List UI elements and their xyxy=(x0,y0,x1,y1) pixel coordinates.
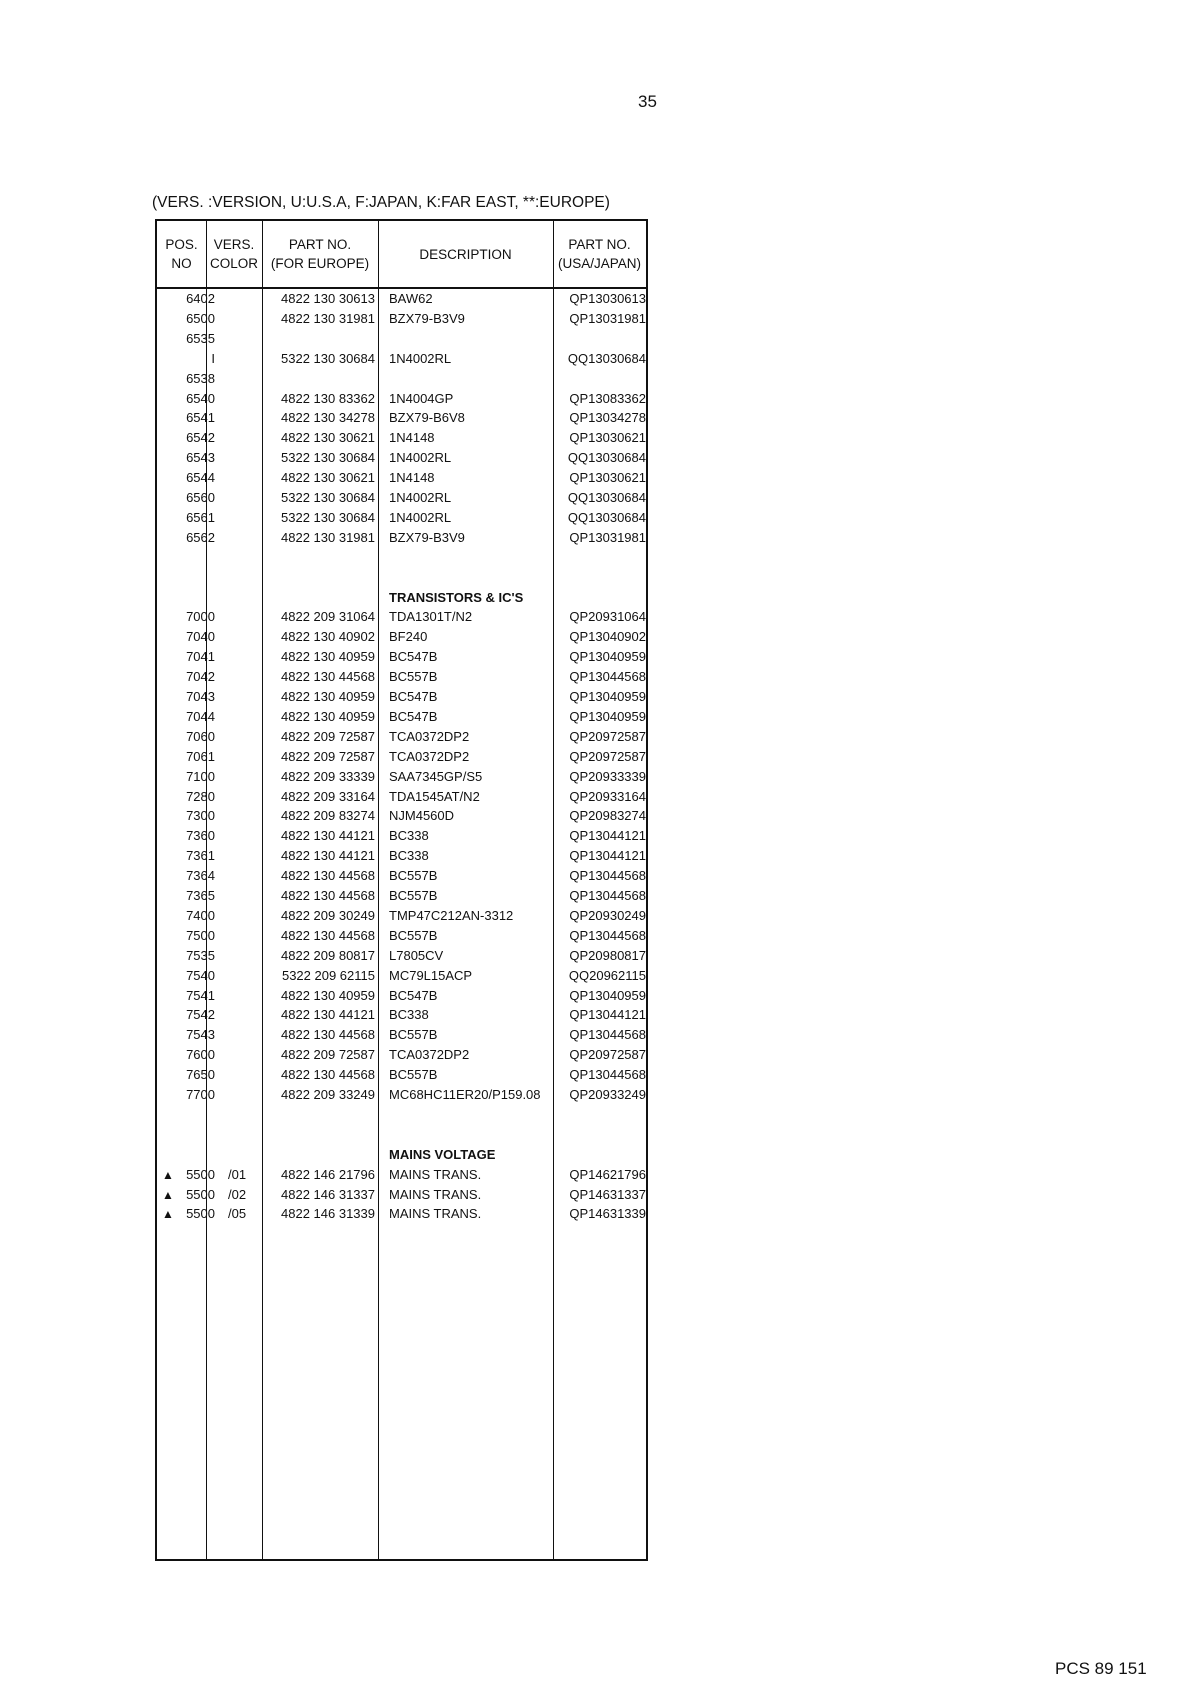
cell-pos-no: 7364 xyxy=(186,868,215,884)
cell-part-no-usa-japan: QQ13030684 xyxy=(567,509,646,525)
section-heading-row xyxy=(157,588,646,608)
cell-part-no-usa-japan: QP13040959 xyxy=(569,987,646,1003)
safety-warning-icon: ▲ xyxy=(162,1207,174,1222)
cell-part-no-europe: 4822 209 30249 xyxy=(281,907,375,923)
cell-part-no-europe: 5322 130 30684 xyxy=(281,350,375,366)
cell-part-no-usa-japan: QP20933164 xyxy=(569,788,646,804)
cell-pos-no: 7400 xyxy=(186,907,215,923)
cell-part-no-europe: 4822 130 40959 xyxy=(281,689,375,704)
header-pos-line2: NO xyxy=(171,256,192,271)
cell-part-no-europe: 4822 130 40902 xyxy=(281,629,375,645)
header-description-label: DESCRIPTION xyxy=(419,246,512,262)
cell-part-no-usa-japan: QP13044121 xyxy=(569,848,646,864)
cell-description: BC547B xyxy=(389,649,438,665)
cell-part-no-europe: 4822 130 40959 xyxy=(281,649,375,665)
cell-description: SAA7345GP/S5 xyxy=(389,768,483,784)
cell-part-no-usa-japan: QP14631337 xyxy=(569,1186,646,1202)
cell-pos-no: 7365 xyxy=(186,888,215,903)
cell-pos-no: 6535 xyxy=(186,330,215,346)
version-legend: (VERS. :VERSION, U:U.S.A, F:JAPAN, K:FAR EAST, **:EUROPE) xyxy=(152,194,610,211)
table-row xyxy=(157,667,646,687)
cell-part-no-usa-japan: QP13044121 xyxy=(569,1007,646,1023)
cell-part-no-europe: 4822 130 83362 xyxy=(281,390,375,406)
cell-description: BC338 xyxy=(389,828,429,844)
section-heading-row xyxy=(157,1145,646,1165)
cell-vers-color: /05 xyxy=(228,1206,247,1222)
cell-description: 1N4148 xyxy=(389,430,435,446)
cell-part-no-usa-japan: QP13030621 xyxy=(569,470,646,486)
table-row xyxy=(157,528,646,548)
parts-table xyxy=(155,219,648,1561)
cell-part-no-usa-japan: QP20983274 xyxy=(569,808,646,824)
table-row xyxy=(157,488,646,508)
cell-description: 1N4002RL xyxy=(389,450,452,466)
cell-description: BZX79-B3V9 xyxy=(389,529,465,545)
cell-part-no-europe: 4822 209 72587 xyxy=(281,1047,375,1063)
table-row xyxy=(157,906,646,926)
cell-part-no-europe: 4822 130 30613 xyxy=(281,291,375,306)
table-row xyxy=(157,369,646,389)
cell-pos-no: 7540 xyxy=(186,967,215,983)
cell-description: 1N4002RL xyxy=(389,350,452,366)
table-row xyxy=(157,886,646,906)
cell-pos-no: 7541 xyxy=(186,987,215,1003)
cell-description: 1N4002RL xyxy=(389,490,452,505)
cell-part-no-europe: 4822 130 44568 xyxy=(281,669,375,685)
cell-part-no-europe: 4822 130 44568 xyxy=(281,888,375,903)
cell-pos-no: 6560 xyxy=(186,490,215,505)
cell-part-no-usa-japan: QP20972587 xyxy=(569,728,646,744)
cell-description: MAINS TRANS. xyxy=(389,1206,482,1222)
cell-pos-no: 7044 xyxy=(186,708,215,724)
cell-description: BC557B xyxy=(389,888,438,903)
header-vers-line1: VERS. xyxy=(213,237,255,252)
cell-part-no-europe: 4822 146 31337 xyxy=(281,1186,375,1202)
cell-pos-no: 7060 xyxy=(186,728,215,744)
header-part-no-usa-japan xyxy=(553,221,646,287)
cell-vers-color: /02 xyxy=(228,1186,247,1202)
cell-part-no-usa-japan: QP20930249 xyxy=(569,907,646,923)
cell-part-no-usa-japan: QP13044568 xyxy=(569,888,646,903)
cell-part-no-usa-japan: QP13044568 xyxy=(569,1067,646,1083)
table-row xyxy=(157,468,646,488)
cell-part-no-europe: 4822 130 44121 xyxy=(281,848,375,864)
cell-description: BF240 xyxy=(389,629,428,645)
cell-part-no-europe: 5322 130 30684 xyxy=(281,490,375,505)
cell-part-no-usa-japan: QP13040902 xyxy=(569,629,646,645)
table-row xyxy=(157,1045,646,1065)
cell-description: BAW62 xyxy=(389,291,433,306)
cell-description: BC547B xyxy=(389,689,438,704)
header-part-eu-line2: (FOR EUROPE) xyxy=(270,256,370,271)
cell-part-no-europe: 4822 209 31064 xyxy=(281,609,375,625)
cell-pos-no: 7543 xyxy=(186,1027,215,1043)
table-row xyxy=(157,1204,646,1224)
cell-part-no-usa-japan: QP13030613 xyxy=(569,291,646,306)
cell-part-no-europe: 4822 209 72587 xyxy=(281,748,375,764)
cell-description: BC557B xyxy=(389,1067,438,1083)
safety-warning-icon: ▲ xyxy=(162,1187,174,1202)
cell-part-no-europe: 4822 146 31339 xyxy=(281,1206,375,1222)
cell-description: 1N4148 xyxy=(389,470,435,486)
cell-pos-no: 7535 xyxy=(186,947,215,963)
cell-part-no-usa-japan: QP20933249 xyxy=(569,1087,646,1102)
cell-pos-no: 7041 xyxy=(186,649,215,665)
cell-part-no-usa-japan: QP13044568 xyxy=(569,669,646,685)
cell-pos-no: 7043 xyxy=(186,689,215,704)
cell-part-no-usa-japan: QP20972587 xyxy=(569,748,646,764)
table-row xyxy=(157,289,646,309)
cell-pos-no: 7360 xyxy=(186,828,215,844)
cell-description: BZX79-B3V9 xyxy=(389,310,465,326)
cell-part-no-europe: 4822 130 30621 xyxy=(281,430,375,446)
cell-part-no-europe: 4822 130 40959 xyxy=(281,708,375,724)
cell-part-no-europe: 4822 146 21796 xyxy=(281,1166,375,1182)
cell-description: BC338 xyxy=(389,848,429,864)
cell-part-no-usa-japan: QP13040959 xyxy=(569,649,646,665)
cell-description: TDA1301T/N2 xyxy=(389,609,473,625)
cell-part-no-usa-japan: QP20933339 xyxy=(569,768,646,784)
cell-pos-no: 5500 xyxy=(186,1186,215,1202)
table-row xyxy=(157,448,646,468)
cell-description: MC68HC11ER20/P159.08 xyxy=(389,1087,541,1102)
cell-pos-no: 6544 xyxy=(186,470,215,486)
cell-part-no-europe: 4822 130 31981 xyxy=(281,310,375,326)
cell-pos-no: 7650 xyxy=(186,1067,215,1083)
cell-description: MAINS TRANS. xyxy=(389,1166,482,1182)
cell-description: BC557B xyxy=(389,669,438,685)
table-row xyxy=(157,1185,646,1205)
table-row xyxy=(157,767,646,787)
cell-part-no-europe: 4822 130 44121 xyxy=(281,1007,375,1023)
cell-pos-no: 6402 xyxy=(186,291,215,306)
cell-description: L7805CV xyxy=(389,947,444,963)
cell-part-no-usa-japan: QQ13030684 xyxy=(567,490,646,505)
cell-part-no-europe: 4822 209 33164 xyxy=(281,788,375,804)
table-row xyxy=(157,707,646,727)
cell-part-no-usa-japan: QP20980817 xyxy=(569,947,646,963)
table-row xyxy=(157,389,646,409)
cell-part-no-europe: 4822 209 33249 xyxy=(281,1087,375,1102)
cell-pos-no: 7500 xyxy=(186,927,215,943)
cell-part-no-usa-japan: QP14631339 xyxy=(569,1206,646,1222)
cell-pos-no: 6561 xyxy=(186,509,215,525)
table-row xyxy=(157,349,646,369)
header-pos-no xyxy=(157,221,206,287)
table-row xyxy=(157,508,646,528)
cell-pos-no: 7280 xyxy=(186,788,215,804)
table-row xyxy=(157,926,646,946)
cell-part-no-usa-japan: QP20931064 xyxy=(569,609,646,625)
table-row xyxy=(157,607,646,627)
cell-part-no-usa-japan: QP13040959 xyxy=(569,708,646,724)
cell-vers-color: /01 xyxy=(228,1166,247,1182)
cell-part-no-europe: 4822 209 72587 xyxy=(281,728,375,744)
cell-part-no-usa-japan: QP13083362 xyxy=(569,390,646,406)
cell-description: BC557B xyxy=(389,868,438,884)
cell-pos-no: 5500 xyxy=(186,1206,215,1222)
cell-part-no-europe: 4822 130 34278 xyxy=(281,410,375,426)
cell-part-no-usa-japan: QP14621796 xyxy=(569,1166,646,1182)
cell-pos-no: 6540 xyxy=(186,390,215,406)
cell-part-no-usa-japan: QP13044568 xyxy=(569,927,646,943)
table-row xyxy=(157,1025,646,1045)
cell-pos-no: 7061 xyxy=(186,748,215,764)
cell-pos-no: 7600 xyxy=(186,1047,215,1063)
cell-part-no-usa-japan: QQ20962115 xyxy=(568,967,646,983)
cell-description: 1N4002RL xyxy=(389,509,452,525)
cell-pos-no: 6500 xyxy=(186,310,215,326)
cell-part-no-usa-japan: QP13031981 xyxy=(569,310,646,326)
table-row xyxy=(157,986,646,1006)
cell-part-no-europe: 5322 209 62115 xyxy=(281,967,375,983)
cell-part-no-europe: 4822 209 33339 xyxy=(281,768,375,784)
cell-pos-no: 7000 xyxy=(186,609,215,625)
table-row xyxy=(157,966,646,986)
cell-description: BC338 xyxy=(389,1007,429,1023)
cell-pos-no: 7042 xyxy=(186,669,215,685)
header-pos-line1: POS. xyxy=(165,237,198,252)
cell-description: BC557B xyxy=(389,1027,438,1043)
cell-pos-no: 6542 xyxy=(186,430,215,446)
cell-part-no-usa-japan: QP13044568 xyxy=(569,868,646,884)
cell-pos-no: 7700 xyxy=(186,1087,215,1102)
table-row xyxy=(157,846,646,866)
cell-part-no-europe: 4822 130 40959 xyxy=(281,987,375,1003)
cell-description: BC547B xyxy=(389,987,438,1003)
cell-part-no-usa-japan: QP13040959 xyxy=(569,689,646,704)
table-row xyxy=(157,866,646,886)
cell-part-no-usa-japan: QQ13030684 xyxy=(567,350,646,366)
cell-part-no-usa-japan: QQ13030684 xyxy=(567,450,646,466)
table-row xyxy=(157,329,646,349)
section-heading: TRANSISTORS & IC'S xyxy=(389,589,524,605)
header-part-no-europe xyxy=(262,221,378,287)
cell-part-no-usa-japan: QP13034278 xyxy=(569,410,646,426)
cell-description: BZX79-B6V8 xyxy=(389,410,465,426)
header-vers-line2: COLOR xyxy=(209,256,258,271)
table-row xyxy=(157,747,646,767)
cell-description: BC557B xyxy=(389,927,438,943)
table-row xyxy=(157,428,646,448)
table-row xyxy=(157,806,646,826)
cell-part-no-europe: 4822 130 44568 xyxy=(281,1027,375,1043)
table-row xyxy=(157,309,646,329)
cell-pos-no: 7040 xyxy=(186,629,215,645)
safety-warning-icon: ▲ xyxy=(162,1167,174,1182)
table-row xyxy=(157,647,646,667)
table-row xyxy=(157,826,646,846)
cell-part-no-europe: 5322 130 30684 xyxy=(281,509,375,525)
cell-description: TDA1545AT/N2 xyxy=(389,788,480,804)
table-row xyxy=(157,1085,646,1105)
table-row xyxy=(157,627,646,647)
table-row xyxy=(157,787,646,807)
table-row xyxy=(157,727,646,747)
table-row xyxy=(157,1065,646,1085)
cell-pos-no: I xyxy=(211,350,215,366)
cell-pos-no: 6541 xyxy=(186,410,215,426)
cell-part-no-europe: 4822 130 44121 xyxy=(281,828,375,844)
cell-part-no-europe: 5322 130 30684 xyxy=(281,450,375,466)
section-heading: MAINS VOLTAGE xyxy=(389,1146,496,1162)
header-description xyxy=(378,221,553,287)
cell-pos-no: 7361 xyxy=(186,848,215,864)
cell-description: TCA0372DP2 xyxy=(389,748,470,764)
header-part-eu-line1: PART NO. xyxy=(288,237,352,252)
cell-part-no-europe: 4822 209 80817 xyxy=(281,947,375,963)
cell-pos-no: 6543 xyxy=(186,450,215,466)
cell-part-no-europe: 4822 130 44568 xyxy=(281,868,375,884)
cell-description: TCA0372DP2 xyxy=(389,1047,470,1063)
cell-part-no-usa-japan: QP13044568 xyxy=(569,1027,646,1043)
cell-part-no-usa-japan: QP13044121 xyxy=(569,828,646,844)
table-row xyxy=(157,946,646,966)
cell-description: TMP47C212AN-3312 xyxy=(389,907,514,923)
cell-pos-no: 6538 xyxy=(186,370,215,386)
cell-description: TCA0372DP2 xyxy=(389,728,470,744)
page-number: 35 xyxy=(638,92,657,111)
cell-part-no-europe: 4822 130 44568 xyxy=(281,1067,375,1083)
cell-part-no-europe: 4822 130 30621 xyxy=(281,470,375,486)
cell-part-no-europe: 4822 209 83274 xyxy=(281,808,375,824)
cell-pos-no: 7100 xyxy=(186,768,215,784)
cell-pos-no: 5500 xyxy=(186,1166,215,1182)
cell-description: 1N4004GP xyxy=(389,390,454,406)
table-row xyxy=(157,687,646,707)
cell-part-no-usa-japan: QP13031981 xyxy=(569,529,646,545)
cell-description: MAINS TRANS. xyxy=(389,1186,482,1202)
cell-description: MC79L15ACP xyxy=(389,967,473,983)
header-vers-color xyxy=(206,221,262,287)
cell-pos-no: 7542 xyxy=(186,1007,215,1023)
cell-description: NJM4560D xyxy=(389,808,455,824)
table-row xyxy=(157,408,646,428)
cell-part-no-usa-japan: QP13030621 xyxy=(569,430,646,446)
cell-description: BC547B xyxy=(389,708,438,724)
cell-part-no-europe: 4822 130 31981 xyxy=(281,529,375,545)
header-part-us-line1: PART NO. xyxy=(568,237,631,252)
document-code: PCS 89 151 xyxy=(1055,1659,1147,1678)
table-row xyxy=(157,1165,646,1185)
header-part-us-line2: (USA/JAPAN) xyxy=(557,256,641,271)
cell-pos-no: 7300 xyxy=(186,808,215,824)
cell-part-no-usa-japan: QP20972587 xyxy=(569,1047,646,1063)
cell-pos-no: 6562 xyxy=(186,529,215,545)
cell-part-no-europe: 4822 130 44568 xyxy=(281,927,375,943)
table-row xyxy=(157,1005,646,1025)
